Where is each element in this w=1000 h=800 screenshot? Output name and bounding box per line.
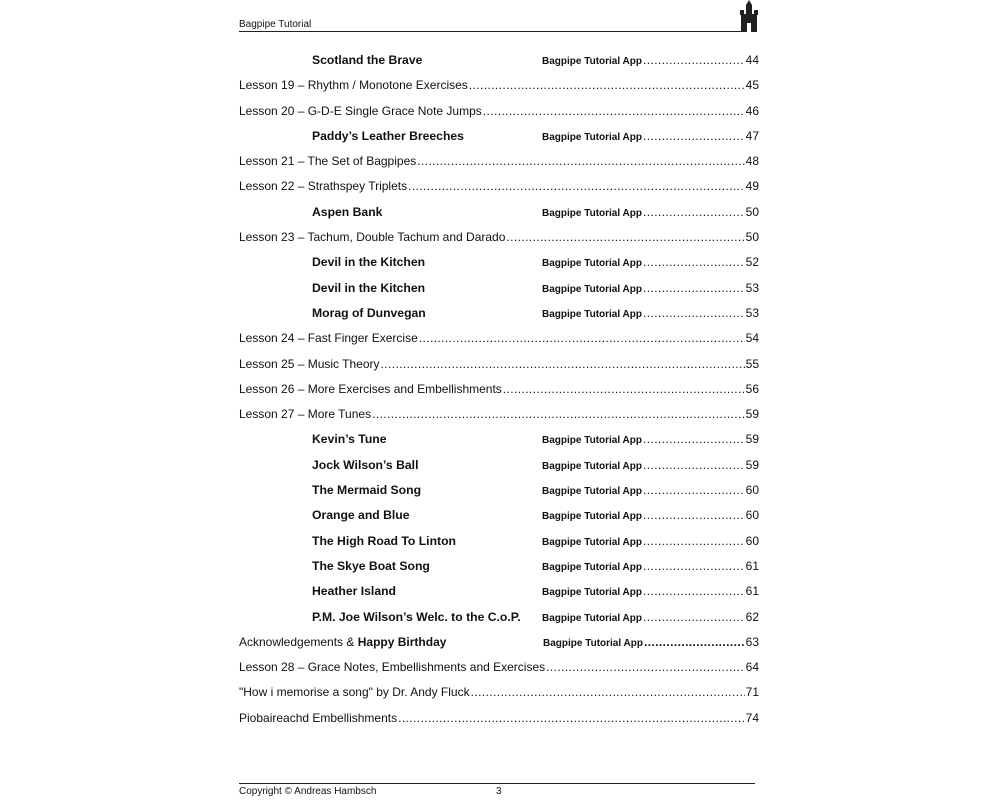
toc-entry-page: 45 (745, 78, 759, 93)
toc-entry-title: Lesson 25 – Music Theory (239, 356, 380, 371)
dot-leader (643, 124, 745, 149)
tune-title: Morag of Dunvegan (312, 305, 426, 320)
toc-entry-page: 50 (745, 204, 759, 219)
dot-leader (643, 200, 745, 225)
tune-title: Aspen Bank (312, 204, 383, 219)
app-reference (542, 427, 759, 453)
app-name: Bagpipe Tutorial App (542, 536, 642, 548)
toc-entry-page: 62 (745, 609, 759, 624)
tune-title: Paddy’s Leather Breeches (312, 128, 464, 143)
toc-entry[interactable] (239, 124, 759, 149)
toc-entry-page: 50 (745, 230, 759, 245)
toc-entry[interactable] (239, 605, 759, 630)
app-reference (543, 630, 759, 656)
toc-entry-page: 48 (745, 154, 759, 169)
toc-entry-page: 61 (745, 558, 759, 573)
app-name: Bagpipe Tutorial App (542, 258, 642, 270)
toc-entry-page: 59 (745, 457, 759, 472)
app-reference (542, 48, 759, 74)
dot-leader (643, 478, 745, 503)
dot-leader (417, 149, 744, 174)
toc-entry-title: Piobaireachd Embellishments (239, 710, 398, 725)
toc-entry-title: Lesson 24 – Fast Finger Exercise (239, 331, 418, 346)
toc-entry-title: Lesson 27 – More Tunes (239, 407, 372, 422)
toc-entry[interactable] (239, 655, 759, 680)
toc-entry-title (239, 630, 446, 655)
dot-leader (469, 73, 745, 98)
dot-leader (643, 301, 745, 326)
toc-entry[interactable] (239, 503, 759, 528)
table-of-contents (239, 48, 759, 731)
app-name: Bagpipe Tutorial App (542, 460, 642, 472)
dot-leader (398, 706, 745, 731)
toc-entry[interactable] (239, 48, 759, 73)
tune-title: P.M. Joe Wilson’s Welc. to the C.o.P. (312, 609, 521, 624)
app-reference (542, 478, 759, 504)
dot-leader (643, 427, 745, 452)
app-reference (542, 554, 759, 580)
toc-entry-page: 53 (745, 280, 759, 295)
app-name: Bagpipe Tutorial App (542, 207, 642, 219)
toc-entry-title: Lesson 28 – Grace Notes, Embellishments and Exercises (239, 660, 546, 675)
dot-leader (643, 48, 745, 73)
app-name: Bagpipe Tutorial App (542, 612, 642, 624)
toc-entry[interactable] (239, 680, 759, 705)
toc-entry-page: 59 (745, 407, 759, 422)
tune-title: Heather Island (312, 584, 396, 599)
tune-title: Jock Wilson’s Ball (312, 457, 419, 472)
toc-entry-title: Lesson 26 – More Exercises and Embellishments (239, 381, 502, 396)
app-reference (542, 453, 759, 479)
tune-title: The Skye Boat Song (312, 558, 430, 573)
toc-entry[interactable] (239, 377, 759, 402)
footer-divider (239, 783, 755, 784)
toc-entry[interactable] (239, 250, 759, 275)
app-name: Bagpipe Tutorial App (542, 131, 642, 143)
toc-entry[interactable] (239, 99, 759, 124)
toc-entry[interactable] (239, 427, 759, 452)
tune-title: Kevin’s Tune (312, 432, 387, 447)
toc-entry-page: 49 (745, 179, 759, 194)
toc-entry[interactable] (239, 529, 759, 554)
tune-title: Devil in the Kitchen (312, 255, 426, 270)
toc-entry-title: Lesson 23 – Tachum, Double Tachum and Darado (239, 230, 506, 245)
toc-entry[interactable] (239, 301, 759, 326)
header-divider (239, 31, 755, 32)
toc-entry[interactable] (239, 276, 759, 301)
toc-entry-page: 59 (745, 432, 759, 447)
toc-entry-page: 56 (745, 381, 759, 396)
app-name: Bagpipe Tutorial App (542, 308, 642, 320)
app-name: Bagpipe Tutorial App (542, 486, 642, 498)
tune-title: The Mermaid Song (312, 483, 422, 498)
toc-entry-title: Lesson 19 – Rhythm / Monotone Exercises (239, 78, 468, 93)
toc-entry-page: 64 (745, 660, 759, 675)
toc-entry-title: Lesson 22 – Strathspey Triplets (239, 179, 408, 194)
toc-entry[interactable] (239, 630, 759, 655)
toc-entry-page: 47 (745, 128, 759, 143)
toc-entry-page: 60 (745, 508, 759, 523)
app-name: Bagpipe Tutorial App (542, 435, 642, 447)
app-reference (542, 579, 759, 605)
app-reference (542, 529, 759, 555)
toc-entry[interactable] (239, 352, 759, 377)
dot-leader (372, 402, 745, 427)
dot-leader (643, 276, 745, 301)
dot-leader (483, 99, 745, 124)
toc-entry[interactable] (239, 402, 759, 427)
toc-entry[interactable] (239, 326, 759, 351)
dot-leader (643, 529, 745, 554)
toc-entry-page: 52 (745, 255, 759, 270)
castle-icon (738, 0, 760, 32)
app-reference (542, 301, 759, 327)
dot-leader (419, 326, 745, 351)
toc-entry-page: 53 (745, 305, 759, 320)
toc-entry-page: 71 (745, 685, 759, 700)
dot-leader (643, 250, 745, 275)
page-number: 3 (496, 786, 502, 797)
toc-entry-page: 44 (745, 53, 759, 67)
ack-text: Acknowledgements & (239, 634, 355, 649)
toc-entry[interactable] (239, 200, 759, 225)
toc-entry-page: 60 (745, 533, 759, 548)
dot-leader (503, 377, 745, 402)
toc-entry-page: 46 (745, 103, 759, 118)
dot-leader (644, 630, 745, 655)
dot-leader (643, 503, 745, 528)
app-name: Bagpipe Tutorial App (542, 56, 642, 67)
app-reference (542, 200, 759, 226)
footer-copyright: Copyright © Andreas Hambsch (239, 786, 377, 797)
header-title: Bagpipe Tutorial (239, 19, 312, 30)
toc-entry[interactable] (239, 73, 759, 98)
toc-entry-page: 60 (745, 483, 759, 498)
toc-entry[interactable] (239, 554, 759, 579)
toc-entry-page: 55 (745, 356, 759, 371)
tune-title: Orange and Blue (312, 508, 410, 523)
app-name: Bagpipe Tutorial App (542, 561, 642, 573)
toc-entry[interactable] (239, 478, 759, 503)
toc-entry[interactable] (239, 149, 759, 174)
dot-leader (546, 655, 744, 680)
app-reference (542, 276, 759, 302)
app-name: Bagpipe Tutorial App (543, 637, 643, 649)
toc-entry-title: Lesson 20 – G-D-E Single Grace Note Jumps (239, 103, 482, 118)
dot-leader (408, 174, 745, 199)
toc-entry[interactable] (239, 453, 759, 478)
dot-leader (643, 453, 745, 478)
tune-title: Scotland the Brave (312, 53, 423, 67)
app-reference (542, 124, 759, 150)
toc-entry[interactable] (239, 706, 759, 731)
toc-entry[interactable] (239, 225, 759, 250)
dot-leader (643, 579, 745, 604)
app-name: Bagpipe Tutorial App (542, 283, 642, 295)
dot-leader (381, 352, 745, 377)
toc-entry[interactable] (239, 174, 759, 199)
dot-leader (643, 605, 745, 630)
dot-leader (506, 225, 744, 250)
toc-entry-title: "How i memorise a song" by Dr. Andy Fluck (239, 685, 470, 700)
app-reference (542, 250, 759, 276)
app-reference (542, 503, 759, 529)
dot-leader (471, 680, 745, 705)
toc-entry-page: 61 (745, 584, 759, 599)
app-name: Bagpipe Tutorial App (542, 587, 642, 599)
tune-title: Devil in the Kitchen (312, 280, 426, 295)
ack-bold-text: Happy Birthday (357, 634, 447, 649)
toc-entry[interactable] (239, 579, 759, 604)
toc-entry-page: 54 (745, 331, 759, 346)
toc-entry-page: 74 (745, 710, 759, 725)
app-name: Bagpipe Tutorial App (542, 511, 642, 523)
dot-leader (643, 554, 745, 579)
app-reference (542, 605, 759, 631)
toc-entry-title: Lesson 21 – The Set of Bagpipes (239, 154, 417, 169)
toc-entry-page: 63 (745, 634, 759, 649)
tune-title: The High Road To Linton (312, 533, 456, 548)
